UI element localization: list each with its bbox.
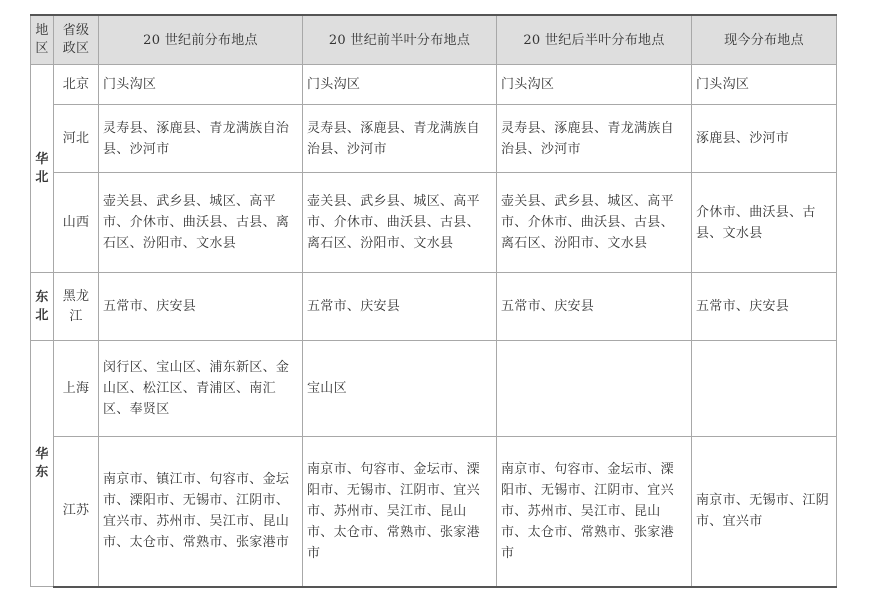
table-cell: 门头沟区: [303, 65, 497, 105]
table-cell: [497, 341, 692, 437]
header-late-20th-century: 20 世纪后半叶分布地点: [497, 15, 692, 65]
region-cell-dongbei: 东北: [31, 273, 54, 341]
table-cell: 介休市、曲沃县、古县、文水县: [692, 173, 837, 273]
province-cell: 北京: [54, 65, 99, 105]
table-row: [31, 341, 837, 437]
table-cell: 五常市、庆安县: [692, 273, 837, 341]
province-cell: 山西: [54, 173, 99, 273]
region-cell-huabei: 华北: [31, 65, 54, 273]
header-province: 省级政区: [54, 15, 99, 65]
header-pre-20th-century: 20 世纪前分布地点: [99, 15, 303, 65]
region-cell-huadong: 华东: [31, 341, 54, 587]
table-row: [31, 437, 837, 587]
province-cell: 河北: [54, 105, 99, 173]
province-cell: 江苏: [54, 437, 99, 587]
table-cell: 五常市、庆安县: [303, 273, 497, 341]
table-cell: 南京市、无锡市、江阴市、宜兴市: [692, 437, 837, 587]
table-row: [31, 173, 837, 273]
header-early-20th-century: 20 世纪前半叶分布地点: [303, 15, 497, 65]
header-row: [31, 15, 837, 65]
header-current: 现今分布地点: [692, 15, 837, 65]
table-cell: 门头沟区: [497, 65, 692, 105]
table-cell: 南京市、句容市、金坛市、溧阳市、无锡市、江阴市、宜兴市、苏州市、吴江市、昆山市、太仓市、常熟市、张家港市: [497, 437, 692, 587]
table-cell: 五常市、庆安县: [99, 273, 303, 341]
header-region: 地区: [31, 15, 54, 65]
table-cell: 灵寿县、涿鹿县、青龙满族自治县、沙河市: [99, 105, 303, 173]
table-row: [31, 65, 837, 105]
table-cell: [692, 341, 837, 437]
table-cell: 壶关县、武乡县、城区、高平市、介休市、曲沃县、古县、离石区、汾阳市、文水县: [303, 173, 497, 273]
table-cell: 闵行区、宝山区、浦东新区、金山区、松江区、青浦区、南汇区、奉贤区: [99, 341, 303, 437]
province-cell: 上海: [54, 341, 99, 437]
table-cell: 南京市、句容市、金坛市、溧阳市、无锡市、江阴市、宜兴市、苏州市、吴江市、昆山市、太仓市、常熟市、张家港市: [303, 437, 497, 587]
table-cell: 壶关县、武乡县、城区、高平市、介休市、曲沃县、古县、离石区、汾阳市、文水县: [497, 173, 692, 273]
table-cell: 宝山区: [303, 341, 497, 437]
table-row: [31, 273, 837, 341]
table-cell: 涿鹿县、沙河市: [692, 105, 837, 173]
province-cell: 黑龙江: [54, 273, 99, 341]
table-row: [31, 105, 837, 173]
table-cell: 灵寿县、涿鹿县、青龙满族自治县、沙河市: [497, 105, 692, 173]
table-cell: 南京市、镇江市、句容市、金坛市、溧阳市、无锡市、江阴市、宜兴市、苏州市、吴江市、昆山市、太仓市、常熟市、张家港市: [99, 437, 303, 587]
table-cell: 门头沟区: [99, 65, 303, 105]
table-cell: 灵寿县、涿鹿县、青龙满族自治县、沙河市: [303, 105, 497, 173]
table-cell: 壶关县、武乡县、城区、高平市、介休市、曲沃县、古县、离石区、汾阳市、文水县: [99, 173, 303, 273]
table-cell: 门头沟区: [692, 65, 837, 105]
table-cell: 五常市、庆安县: [497, 273, 692, 341]
distribution-table: [30, 14, 837, 588]
